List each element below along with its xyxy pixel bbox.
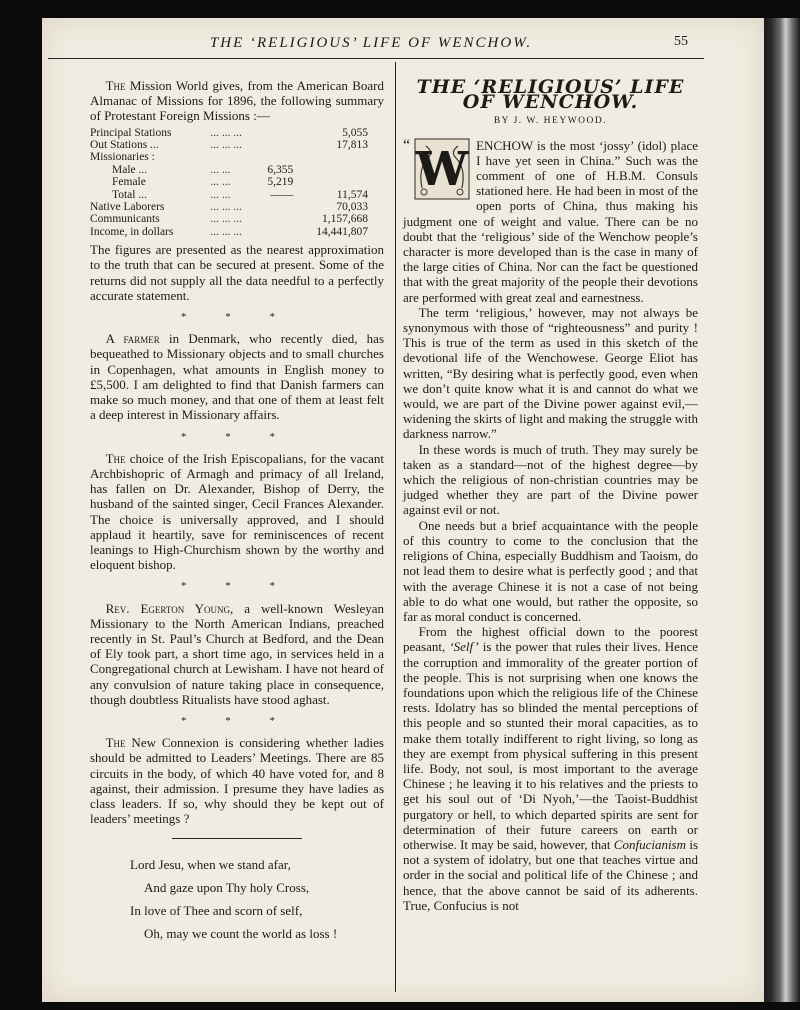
stats-leader: ... ... ... (210, 126, 242, 139)
article-paragraph-2: The term ‘religious,’ however, may not always be synonymous with those of “righteousness” and purity ! This is true of the term as used in this sketch of the devotional life of the Wenchowese. George Eliot has written, “By desiring what is perfectly good, even when we don’t quite know what it is and cannot do what we would, we are part of the Divine power against evil,—widening the skirts of light and making the struggle with darkness narrow.” (403, 304, 698, 442)
article-paragraph-3: In these words is much of truth. They may surely be taken as a standard—not of the highest degree—by which the religious of non-christian countries may be judged whether they are part of the Divine power against evil or not. (403, 441, 698, 518)
stats-label: Out Stations ... (90, 139, 159, 152)
stats-label: Female (112, 176, 146, 189)
article-title: THE ‘RELIGIOUS’ LIFE OF WENCHOW. (416, 76, 685, 114)
ornamental-dropcap-w-icon (414, 138, 470, 200)
poem-line: In love of Thee and scorn of self, (130, 903, 303, 919)
stats-leader: ... ... ... (210, 139, 242, 152)
stats-total (293, 164, 368, 176)
header-rule (48, 58, 704, 59)
stats-leader: ... ... ... (210, 201, 242, 214)
stats-row (90, 176, 368, 188)
section-stars: * * * (181, 714, 293, 727)
article-byline: BY J. W. HEYWOOD. (493, 116, 608, 127)
danish-farmer-paragraph: A farmer in Denmark, who recently died, has bequeathed to Missionary objects and to small churches in Copenhagen, what amounts in English money to £5,500. I am delighted to find that Danish farmers can make so much money, and that one of them at least felt a deep interest in Missionary affairs. (90, 331, 385, 423)
poem-line: Oh, may we count the world as loss ! (144, 926, 338, 942)
poem-rule (172, 838, 302, 839)
stats-subtotal (256, 139, 293, 151)
stats-total (293, 151, 368, 163)
column-divider (395, 62, 396, 992)
mission-world-intro (90, 78, 384, 124)
running-title: THE ‘RELIGIOUS’ LIFE OF WENCHOW. (209, 35, 533, 51)
opening-quote: “ (403, 136, 411, 154)
article-paragraph-1: “ W ENCHOW is the most ‘jossy’ (idol) place I have yet seen in China.” Such was the comment of one of H.B.M. Consuls stationed here. He had been in most of the open ports of China, thus making his judgment one of weight and value. There can be no doubt that the ‘religious’ side of the Wenchow people’s character is more developed than is the case in many of the large cities of China. Nor can the fact be questioned that with the great majority of the people their devotions are performed with great zeal and earnestness. (403, 136, 698, 305)
stats-label: Total ... (112, 188, 147, 201)
article-paragraph-5: From the highest official down to the poorest peasant, ‘Self’ is the power that rules their lives. Hence the corruption and immorality of the greater portion of the people. This is not surprising when one knows the foundations upon which the religious life of the Chinese rests. Idolatry has so blinded the mental perceptions of this people and so stunted their moral capacities, as to make them totally indifferent to right living, so long as they are exempt from physical suffering in this present life. Body, not soul, is most important to the average Chinese ; he leaving it to his relatives and the priests to get his soul out of ‘Di Nyoh,’—the Taoist-Buddhist purgatory or hell, to which departed spirits are sent for determination of their future careers on earth or otherwise. It may be said, however, that Confucianism is not a system of idolatry, but one that teaches virtue and order in the social and political life of the Chinese ; and hence, that the above cannot be said of its adherents. True, Confucius is not (403, 624, 699, 913)
figures-paragraph: The figures are presented as the nearest approximation to the truth that can be secured at present. Some of the returns did not supply all the data needful to a perfectly accurate statement. (90, 242, 384, 303)
missions-summary-table (90, 127, 368, 239)
stats-row (90, 189, 368, 201)
stats-subtotal (256, 226, 293, 238)
stats-label: Principal Stations (90, 126, 172, 139)
hymn-verse (90, 853, 384, 945)
stats-total: 5,055 (342, 126, 368, 139)
stats-label: Communicants (90, 213, 160, 226)
stats-total: 1,157,668 (322, 213, 368, 226)
stats-subtotal: —— (270, 188, 294, 201)
stats-row (90, 151, 368, 163)
stats-leader: ... ... (210, 176, 231, 189)
stats-subtotal (256, 151, 293, 163)
poem-line: And gaze upon Thy holy Cross, (144, 880, 310, 896)
stats-label: Native Laborers (90, 201, 165, 214)
stats-leader: ... ... ... (210, 213, 242, 226)
stats-leader: ... ... (210, 163, 231, 176)
book-spine-edge (764, 18, 800, 1002)
section-stars: * * * (181, 430, 293, 443)
stats-subtotal (256, 127, 293, 139)
stats-total: 14,441,807 (316, 225, 368, 238)
dropcap-letter: W (416, 141, 468, 196)
stats-total (293, 176, 368, 188)
stats-subtotal: 5,219 (267, 176, 294, 189)
stats-label: Male ... (112, 163, 148, 176)
new-connexion-paragraph: The New Connexion is considering whether ladies should be admitted to Leaders’ Meetings. There are 85 circuits in the body, of which 40 have voted for, and 8 against, their admission. I presume they have ladies as class leaders. If so, why should they be kept out of leaders’ meetings ? (90, 735, 384, 827)
stats-leader (210, 151, 256, 163)
stats-leader: ... ... (210, 188, 231, 201)
intro-lead: The (105, 78, 126, 93)
stats-row (90, 213, 368, 225)
stats-row (90, 226, 368, 238)
poem-line: Lord Jesu, when we stand afar, (130, 857, 291, 873)
page-header (58, 26, 688, 56)
stats-total: 70,033 (336, 201, 368, 214)
right-column (403, 74, 698, 913)
stats-row (90, 201, 368, 213)
egerton-young-paragraph: Rev. Egerton Young, a well-known Wesleyan Missionary to the North American Indians, preached recently in St. Paul’s Church at Bedford, and the Dean of Ely took part, a short time ago, in services held in a Congregational church at Lewisham. I have not heard of any convulsion of nature taking place in consequence, though doubtless Ritualists have stood aghast. (90, 600, 384, 707)
section-stars: * * * (181, 580, 293, 593)
stats-total: 17,813 (336, 139, 368, 152)
article-paragraph-4: One needs but a brief acquaintance with the people of this country to come to the conclusion that the religions of China, especially Buddhism and Taoism, do not lead them to desire what is perfectly good ; and that with the average Chinese it is not a case of not being able to do what one would, but rather the opposite, so far as moral conduct is concerned. (403, 517, 698, 624)
section-stars: * * * (181, 311, 293, 324)
page-number: 55 (674, 34, 688, 49)
stats-subtotal (256, 213, 293, 225)
intro-text: Mission World gives, from the American Board Almanac of Missions for 1896, the following summary of Protestant Foreign Missions :— (90, 78, 384, 124)
stats-subtotal: 6,355 (267, 163, 294, 176)
stats-row (90, 164, 368, 176)
stats-leader: ... ... ... (210, 225, 242, 238)
stats-total: 11,574 (336, 188, 368, 201)
left-column (90, 78, 384, 945)
stats-subtotal (256, 201, 293, 213)
stats-row (90, 127, 368, 139)
stats-row (90, 139, 368, 151)
stats-label: Missionaries : (90, 151, 155, 164)
irish-episcopalians-paragraph: The choice of the Irish Episcopalians, for the vacant Archbishopric of Armagh and primacy of all Ireland, has fallen on Dr. Alexander, Bishop of Derry, the husband of the sainted singer, Cecil Frances Alexander. The choice is universally approved, and I should applaud it heartily, save for reminiscences of recent leanings to High-Churchism shown by the worthy and eloquent bishop. (90, 450, 384, 573)
stats-label: Income, in dollars (90, 225, 174, 238)
